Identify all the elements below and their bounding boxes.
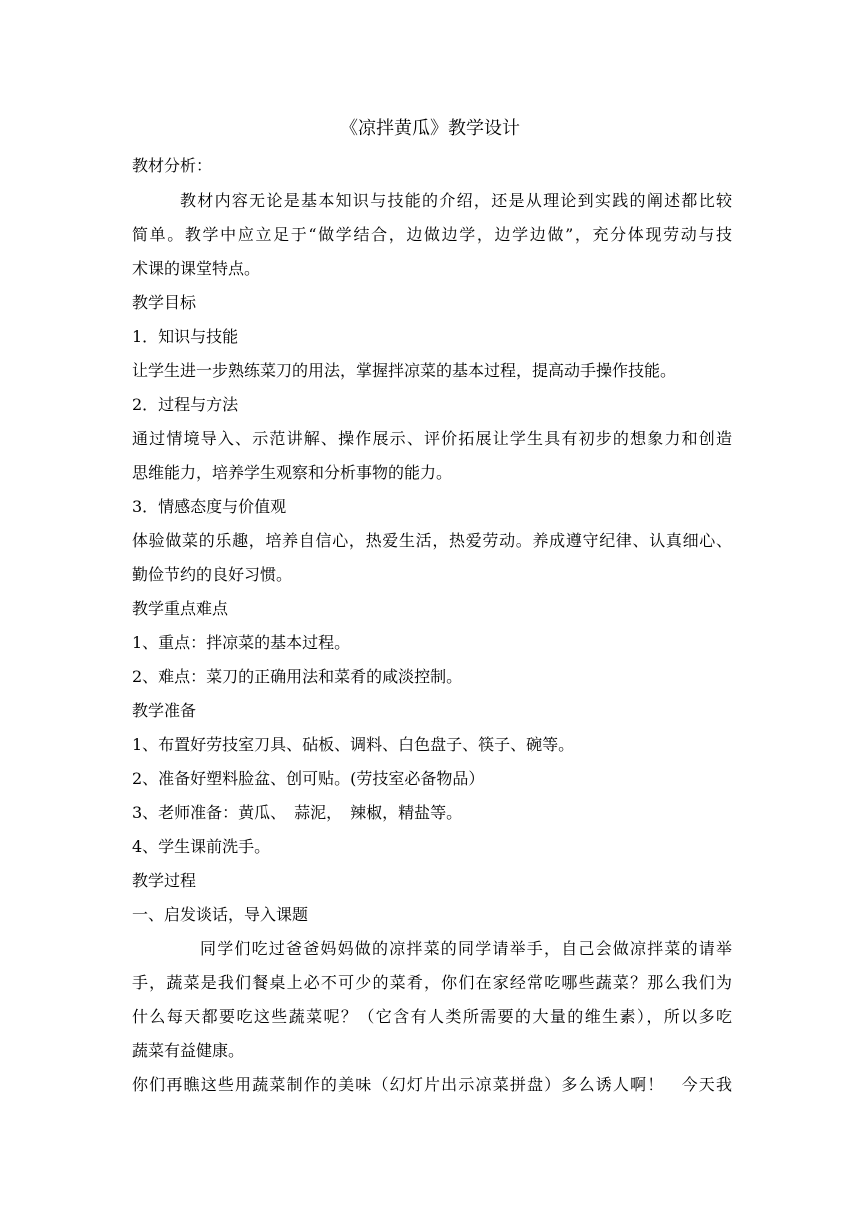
paragraph-line: 简单。教学中应立足于“做学结合，边做边学，边学边做”，充分体现劳动与技 <box>132 225 732 244</box>
paragraph-line: 术课的课堂特点。 <box>132 259 261 278</box>
paragraph-line: 你们再瞧这些用蔬菜制作的美味（幻灯片出示凉菜拼盘）多么诱人啊！ 今天我 <box>132 1075 732 1094</box>
heading-teaching-process: 教学过程 <box>132 871 197 890</box>
paragraph-line: 体验做菜的乐趣，培养自信心，热爱生活，热爱劳动。养成遵守纪律、认真细心、 <box>132 531 732 550</box>
paragraph-line: 让学生进一步熟练菜刀的用法，掌握拌凉菜的基本过程，提高动手操作技能。 <box>132 361 677 380</box>
paragraph-line: 勤俭节约的良好习惯。 <box>132 565 293 584</box>
subheading: 一、启发谈话，导入课题 <box>132 905 309 924</box>
list-item: 1、布置好劳技室刀具、砧板、调料、白色盘子、筷子、碗等。 <box>132 735 575 754</box>
paragraph-line: 思维能力，培养学生观察和分析事物的能力。 <box>132 463 453 482</box>
subheading: 3．情感态度与价值观 <box>132 497 287 516</box>
subheading: 2．过程与方法 <box>132 395 239 414</box>
heading-textbook-analysis: 教材分析： <box>132 156 213 175</box>
paragraph-line: 什么每天都要吃这些蔬菜呢？（它含有人类所需要的大量的维生素），所以多吃 <box>132 1007 732 1026</box>
list-item: 2、准备好塑料脸盆、创可贴。(劳技室必备物品） <box>132 769 485 788</box>
heading-key-points: 教学重点难点 <box>132 599 229 618</box>
subheading: 1．知识与技能 <box>132 327 239 346</box>
list-item: 3、老师准备：黄瓜、 蒜泥， 辣椒，精盐等。 <box>132 803 463 822</box>
paragraph-line: 通过情境导入、示范讲解、操作展示、评价拓展让学生具有初步的想象力和创造 <box>132 429 732 448</box>
heading-teaching-goals: 教学目标 <box>132 293 197 312</box>
paragraph-line: 教材内容无论是基本知识与技能的介绍，还是从理论到实践的阐述都比较 <box>180 191 732 210</box>
list-item: 2、难点：菜刀的正确用法和菜肴的咸淡控制。 <box>132 667 463 686</box>
document-title: 《凉拌黄瓜》教学设计 <box>340 118 520 139</box>
paragraph-line: 蔬菜有益健康。 <box>132 1041 245 1060</box>
paragraph-line: 手，蔬菜是我们餐桌上必不可少的菜肴，你们在家经常吃哪些蔬菜？那么我们为 <box>132 973 732 992</box>
paragraph-line: 同学们吃过爸爸妈妈做的凉拌菜的同学请举手，自己会做凉拌菜的请举 <box>200 939 732 958</box>
heading-preparation: 教学准备 <box>132 701 197 720</box>
list-item: 1、重点：拌凉菜的基本过程。 <box>132 633 351 652</box>
list-item: 4、学生课前洗手。 <box>132 837 271 856</box>
